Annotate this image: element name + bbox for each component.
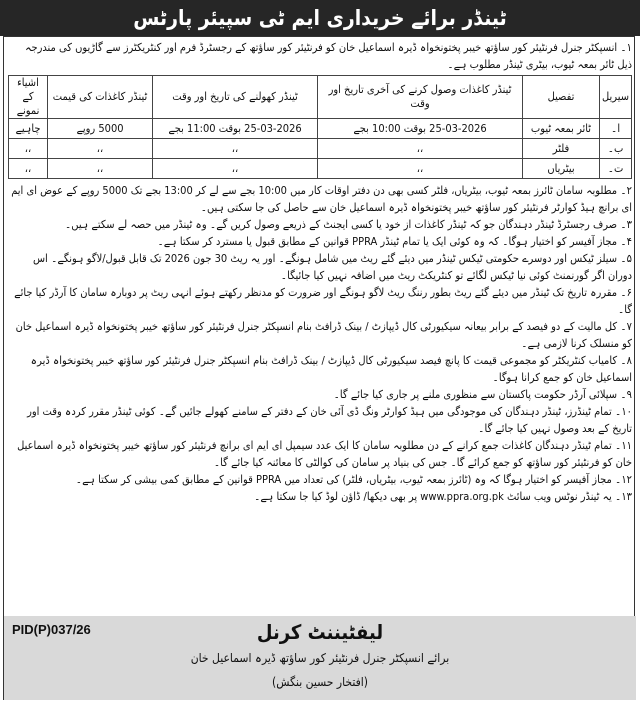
cell: ،، (318, 139, 523, 159)
cell: ،، (9, 159, 48, 179)
cell: 25-03-2026 بوقت 10:00 بجے (318, 119, 523, 139)
signature-block (4, 616, 636, 700)
cell: 5000 روپے (48, 119, 153, 139)
cell: ا۔ (600, 119, 632, 139)
paragraph-13: ۱۳۔ یہ ٹینڈر نوٹس ویب سائٹ www.ppra.org.pk پر بھی دیکھا/ ڈاؤن لوڈ کیا جا سکتا ہے۔ (253, 490, 632, 503)
cell: ،، (48, 139, 153, 159)
cell: بیٹریاں (523, 159, 600, 179)
cell: ،، (48, 159, 153, 179)
col-detail: تفصیل (523, 76, 600, 119)
cell: فلٹر (523, 139, 600, 159)
tender-table (8, 75, 632, 179)
signatory-office: برائے انسپکٹر جنرل فرنٹیئر کور ساؤتھ ڈیرہ اسماعیل خان (190, 651, 450, 665)
paragraph-3: ۳۔ صرف رجسٹرڈ ٹینڈر دہندگان جو کہ ٹینڈر کاغذات از خود یا کسی ایجنٹ کے ذریعے وصول کریں گے۔ وہ ٹینڈر میں حصہ لے سکتے ہیں۔ (64, 218, 632, 231)
notice-body (8, 39, 632, 505)
paragraph-11: ۱۱۔ تمام ٹینڈر دہندگان کاغذات جمع کرانے کے دن مطلوبہ سامان کا ایک عدد سیمپل ای ایم ای برانچ فرنٹیئر کور ساؤتھ خیبر پختونخواہ ڈیرہ اسماعیل خان کو فرنٹیئر کور ساؤتھ کو جمع کرائے گا۔ جس کی بنیاد پر سامان کی کوالٹی کا معائنہ کیا جائے گا۔ (17, 439, 632, 469)
paragraph-8: ۸۔ کامیاب کنٹریکٹر کو مجموعی قیمت کا پانچ فیصد سیکیورٹی کال ڈیپازٹ / بینک ڈرافٹ بنام انسپکٹر جنرل فرنٹیئر کور ساؤتھ خیبر پختونخواہ ڈیرہ اسماعیل خان کو جمع کرانا ہوگا۔ (30, 354, 632, 384)
cell: ،، (9, 139, 48, 159)
pid-number: PID(P)037/26 (12, 622, 91, 637)
cell: ،، (153, 139, 318, 159)
paragraph-4: ۴۔ مجاز آفیسر کو اختیار ہوگا۔ کہ وہ کوئی ایک یا تمام ٹینڈر PPRA قوانین کے مطابق قبول یا مسترد کر سکتا ہے۔ (157, 235, 632, 248)
cell: چاہیے (9, 119, 48, 139)
paragraph-6: ۶۔ مقررہ تاریخ تک ٹینڈر میں دیئے گئے ریٹ بطور رننگ ریٹ لاگو ہونگے اور ضرورت کو مدنظر رکھتے ہوئے انہی ریٹ پر دوبارہ سامان کا آرڈر کیا جائے گا۔ (14, 286, 632, 316)
col-receipt-date: ٹینڈر کاغذات وصول کرنے کی آخری تاریخ اور وقت (318, 76, 523, 119)
col-serial: سیریل (600, 76, 632, 119)
cell: ب۔ (600, 139, 632, 159)
table-row (9, 159, 632, 179)
table-row (9, 119, 632, 139)
notice-title: ٹینڈر برائے خریداری ایم ٹی سپیئر پارٹس (0, 0, 640, 36)
col-opening-date: ٹینڈر کھولنے کی تاریخ اور وقت (153, 76, 318, 119)
cell: ،، (153, 159, 318, 179)
paragraph-5: ۵۔ سیلز ٹیکس اور دوسرے حکومتی ٹیکس ٹینڈر میں دیئے گئے ریٹ میں شامل ہونگے۔ اور یہ ریٹ 30 جون 2026 تک قابل قبول/لاگو ہونگے۔ اس دوران اگر گورنمنٹ کوئی نیا ٹیکس لگائے تو کنٹریکٹ ریٹ میں اضافہ نہیں کیا جائیگا۔ (32, 252, 632, 282)
paragraph-9: ۹۔ سپلائی آرڈر حکومت پاکستان سے منظوری ملنے پر جاری کیا جائے گا۔ (333, 388, 632, 401)
table-row (9, 139, 632, 159)
cell: 25-03-2026 بوقت 11:00 بجے (153, 119, 318, 139)
col-price: ٹینڈر کاغذات کی قیمت (48, 76, 153, 119)
paragraph-12: ۱۲۔ مجاز آفیسر کو اختیار ہوگا کہ وہ (ٹائرز بمعہ ٹیوب، بیٹریاں، فلٹر) کی تعداد میں PPRA قوانین کے مطابق کمی بیشی کر سکتا ہے۔ (75, 473, 632, 486)
signatory-rank: لیفٹیننٹ کرنل (256, 620, 384, 644)
table-header-row (9, 76, 632, 119)
paragraph-7: ۷۔ کل مالیت کے دو فیصد کے برابر بیعانہ سیکیورٹی کال ڈیپازٹ / بینک ڈرافٹ بنام انسپکٹر جنرل فرنٹیئر کور ساؤتھ خیبر پختونخواہ ڈیرہ اسماعیل خان کو منسلک کرنا لازمی ہے۔ (15, 320, 632, 350)
cell: ت۔ (600, 159, 632, 179)
paragraph-2: ۲۔ مطلوبہ سامان ٹائرز بمعہ ٹیوب، بیٹریاں، فلٹر کسی بھی دن دفتر اوقات کار میں 10:00 بجے سے لے کر 13:00 بجے تک 5000 روپے کے عوض ای ایم ای برانچ ہیڈ کوارٹر فرنٹیئر کور ساؤتھ خیبر پختونخواہ ڈیرہ اسماعیل خان سے حاصل کی جا سکتی ہیں۔ (11, 184, 632, 214)
intro-paragraph: ۱۔ انسپکٹر جنرل فرنٹیئر کور ساؤتھ خیبر پختونخواہ ڈیرہ اسماعیل خان کو فرنٹیئر کور ساؤتھ کے رجسٹرڈ فرم اور کنٹریکٹرز سے گاڑیوں کی مندرجہ ذیل ٹائر بمعہ ٹیوب، بیٹری ٹینڈر مطلوب ہے۔ (25, 41, 632, 71)
paragraph-10: ۱۰۔ تمام ٹینڈرز، ٹینڈر دہندگان کی موجودگی میں ہیڈ کوارٹر ونگ ڈی آئی خان کے دفتر کے سامنے کھولے جائیں گے۔ کوئی ٹینڈر مقرر کردہ وقت اور تاریخ کے بعد وصول نہیں کیا جائے گا۔ (27, 405, 632, 435)
signatory-name: (افتخار حسین بنگش) (272, 675, 368, 689)
col-samples: اشیاء کے نمونے (9, 76, 48, 119)
cell: ٹائر بمعہ ٹیوب (523, 119, 600, 139)
cell: ،، (318, 159, 523, 179)
